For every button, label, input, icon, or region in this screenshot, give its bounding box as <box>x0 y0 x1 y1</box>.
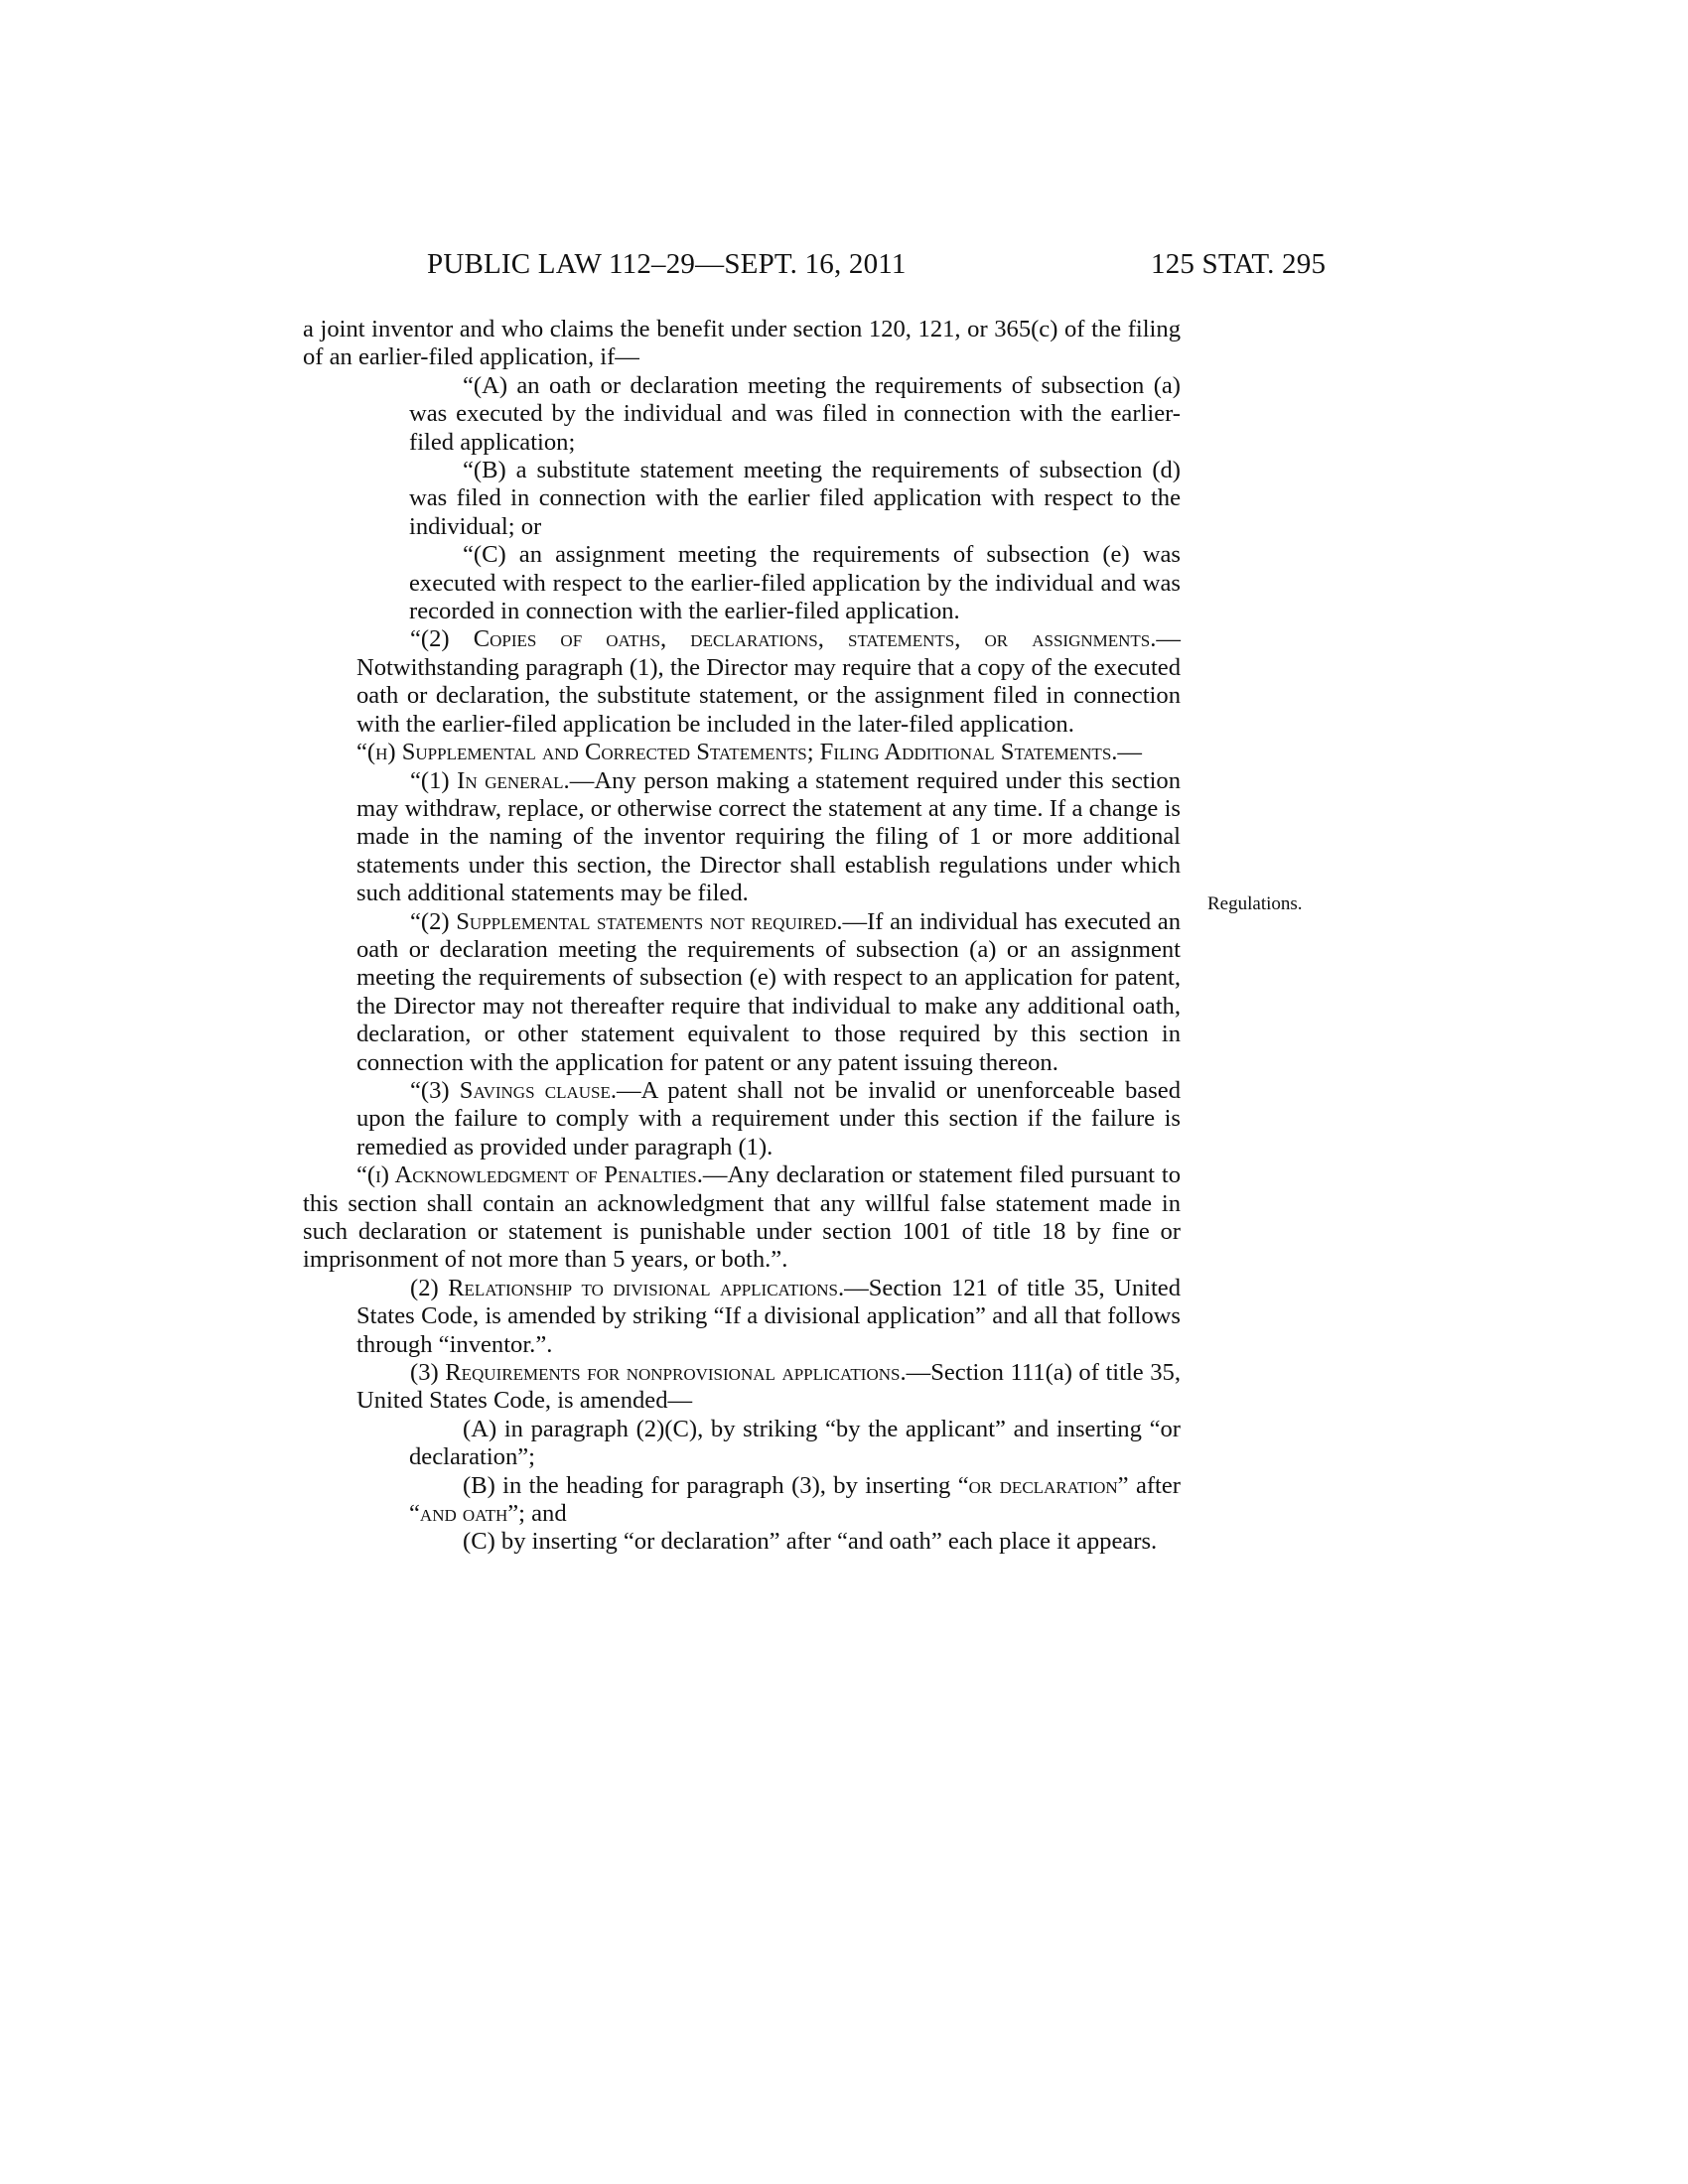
paragraph-2-copies <box>356 625 1181 739</box>
subsection-i-text: —Any declaration or statement filed pursuant to this section shall contain an acknowledgment that any willful false statement made in such declaration or statement is punishable under section 1001 of title 18 by fine or imprisonment of not more than 5 years, or both.”. <box>303 1161 1181 1274</box>
running-header-title: PUBLIC LAW 112–29—SEPT. 16, 2011 <box>427 248 907 280</box>
margin-note-regulations: Regulations. <box>1207 893 1303 914</box>
paragraph-h3-heading: “(3) Savings clause. <box>410 1076 618 1104</box>
paragraph-h2 <box>356 908 1181 1077</box>
section-3-A <box>409 1416 1181 1472</box>
section-3-A-text: (A) in paragraph (2)(C), by striking “by the applicant” and inserting “or declaration”; <box>409 1415 1181 1471</box>
section-3-B <box>409 1472 1181 1529</box>
section-3-C-text: (C) by inserting “or declaration” after “and oath” each place it appears. <box>463 1528 1158 1556</box>
paragraph-A <box>409 372 1181 457</box>
paragraph-A-text: “(A) an oath or declaration meeting the requirements of subsection (a) was executed by the individual and was filed in connection with the earlier-filed application; <box>409 371 1181 456</box>
running-header-page: 125 STAT. 295 <box>1151 248 1327 280</box>
paragraph-2-heading: “(2) Copies of oaths, declarations, statements, or assignments. <box>410 625 1157 653</box>
paragraph-2-text: —Notwithstanding paragraph (1), the Director may require that a copy of the executed oath or declaration, the substitute statement, or the assignment filed in connection with the earlier-filed application be included in the later-filed application. <box>356 625 1181 738</box>
paragraph-B-text: “(B) a substitute statement meeting the requirements of subsection (d) was filed in connection with the earlier filed application with respect to the individual; or <box>409 457 1181 540</box>
paragraph-continuation: a joint inventor and who claims the benefit under section 120, 121, or 365(c) of the filing of an earlier-filed application, if— <box>303 316 1181 371</box>
section-2-divisional <box>356 1275 1181 1359</box>
paragraph-h1-text: —Any person making a statement required under this section may withdraw, replace, or otherwise correct the statement at any time. If a change is made in the naming of the inventor requiring the filing of 1 or more additional statements under this section, the Director shall establish regulations under which such additional statements may be filed. <box>356 766 1182 907</box>
section-3-B-smallcaps-2: and oath <box>419 1500 508 1528</box>
section-3-B-text-b: ” after “ <box>409 1471 1181 1528</box>
paragraph-h2-heading: “(2) Supplemental statements not required. <box>410 907 843 935</box>
section-3-B-text-a: (B) in the heading for paragraph (3), by inserting “ <box>463 1471 969 1499</box>
paragraph-C <box>409 541 1181 625</box>
paragraph-B <box>409 457 1181 541</box>
paragraph-h1 <box>356 767 1181 908</box>
subsection-h-heading <box>303 739 1181 766</box>
section-2-text: —Section 121 of title 35, United States Code, is amended by striking “If a divisional application” and all that follows through “inventor.”. <box>356 1274 1181 1358</box>
subsection-i-heading: “(i) Acknowledgment of Penalties. <box>356 1161 703 1189</box>
paragraph-h3 <box>356 1077 1181 1161</box>
section-3-heading: (3) Requirements for nonprovisional applications. <box>410 1359 907 1387</box>
section-3-B-text-c: ”; and <box>507 1500 567 1528</box>
paragraph-h2-text: —If an individual has executed an oath or declaration meeting the requirements of subsection (a) or an assignment meeting the requirements of subsection (e) with respect to an application for patent, the Director may not thereafter require that individual to make any additional oath, declaration, or other statement equivalent to those required by this section in connection with the application for patent or any patent issuing thereon. <box>356 907 1181 1076</box>
paragraph-h3-text: —A patent shall not be invalid or unenforceable based upon the failure to comply with a requirement under this section if the failure is remedied as provided under paragraph (1). <box>356 1076 1181 1160</box>
subsection-i <box>303 1161 1181 1275</box>
section-3-nonprovisional <box>356 1359 1181 1416</box>
paragraph-C-text: “(C) an assignment meeting the requirements of subsection (e) was executed with respect to the earlier-filed application by the individual and was recorded in connection with the earlier-filed application. <box>409 541 1181 625</box>
section-3-B-smallcaps-1: or declaration <box>968 1471 1118 1499</box>
paragraph-h1-heading: “(1) In general. <box>410 766 570 794</box>
body-text <box>303 316 1181 1557</box>
section-2-heading: (2) Relationship to divisional applications. <box>410 1274 845 1301</box>
section-3-text: —Section 111(a) of title 35, United States Code, is amended— <box>356 1359 1181 1415</box>
section-3-C <box>409 1528 1181 1556</box>
subsection-h-title: “(h) Supplemental and Corrected Statements; Filing Additional Statements.— <box>356 739 1143 766</box>
